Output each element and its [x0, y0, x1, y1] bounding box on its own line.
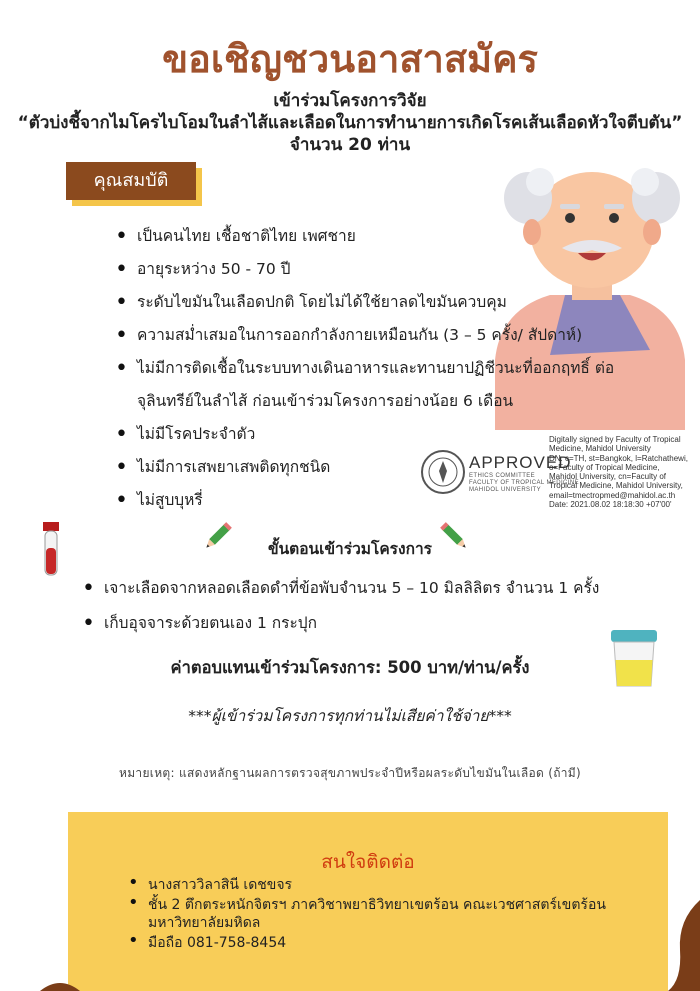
- signature-line: Medicine, Mahidol University: [549, 444, 651, 454]
- approval-line: ETHICS COMMITTEE: [469, 473, 536, 479]
- signature-line: Digitally signed by Faculty of Tropical: [549, 435, 681, 444]
- free-note: ***ผู้เข้าร่วมโครงการทุกท่านไม่เสียค่าใช้จ่าย***: [188, 707, 512, 725]
- payment-text: ค่าตอบแทนเข้าร่วมโครงการ: 500 บาท/ท่าน/ครั้ง: [170, 658, 530, 677]
- page-title: ขอเชิญชวนอาสาสมัคร: [162, 37, 538, 81]
- list-item: • มือถือ 081-758-8454: [128, 934, 608, 952]
- list-item: • ระดับไขมันในเลือดปกติ โดยไม่ได้ใช้ยาลดไขมันควบคุม: [115, 286, 635, 319]
- approval-label: APPROVED: [469, 453, 572, 472]
- signature-line: Mahidol University, cn=Faculty of: [549, 472, 667, 482]
- decorative-shape: [40, 975, 80, 991]
- signature-line: DN: c=TH, st=Bangkok, l=Ratchathewi,: [549, 453, 688, 463]
- list-item: • เจาะเลือดจากหลอดเลือดดำที่ข้อพับจำนวน 5 – 10 มิลลิลิตร จำนวน 1 ครั้ง: [82, 571, 662, 606]
- list-item: • ไม่มีการติดเชื้อในระบบทางเดินอาหารและทานยาปฏิชีวนะที่ออกฤทธิ์ ต่อจุลินทรีย์ในลำไส้ ก่อนเข้าร่วมโครงการอย่างน้อย 6 เดือน: [115, 352, 635, 418]
- remark-text: หมายเหตุ: แสดงหลักฐานผลการตรวจสุขภาพประจำปีหรือผลระดับไขมันในเลือด (ถ้ามี): [119, 766, 581, 780]
- signature-line: Date: 2021.08.02 18:18:30 +07'00': [549, 500, 672, 510]
- signature-line: Tropical Medicine, Mahidol University,: [549, 481, 683, 491]
- subtitle-project-name: “ตัวบ่งชี้จากไมโครไบโอมในลำไส้และเลือดในการทำนายการเกิดโรคเส้นเลือดหัวใจตีบตัน”: [17, 113, 683, 133]
- qualifications-heading: คุณสมบัติ: [66, 162, 196, 200]
- list-item: • ไม่สูบบุหรี่: [115, 484, 635, 517]
- digital-signature: [549, 435, 699, 509]
- list-item: • ไม่มีโรคประจำตัว: [115, 418, 635, 451]
- ethics-seal-icon: [420, 449, 466, 495]
- list-item: • อายุระหว่าง 50 - 70 ปี: [115, 253, 635, 286]
- list-item: • นางสาววิลาสินี เดชขจร: [128, 876, 608, 894]
- list-item: • เป็นคนไทย เชื้อชาติไทย เพศชาย: [115, 220, 635, 253]
- list-item: • ความสม่ำเสมอในการออกกำลังกายเหมือนกัน (3 – 5 ครั้ง/ สัปดาห์): [115, 319, 635, 352]
- signature-line: email=tmectropmed@mahidol.ac.th: [549, 490, 676, 500]
- subtitle-line1: เข้าร่วมโครงการวิจัย: [273, 91, 427, 111]
- steps-list: [82, 571, 662, 641]
- decorative-shape: [668, 900, 700, 991]
- subtitle-count: จำนวน 20 ท่าน: [289, 135, 411, 155]
- list-item: • ไม่มีการเสพยาเสพติดทุกชนิด: [115, 451, 635, 484]
- contact-heading: สนใจติดต่อ: [321, 851, 415, 873]
- approval-line: MAHIDOL UNIVERSITY: [469, 487, 541, 493]
- approval-line: FACULTY OF TROPICAL MEDICINE: [469, 480, 579, 486]
- signature-line: o=Faculty of Tropical Medicine,: [549, 462, 660, 472]
- steps-heading: ขั้นตอนเข้าร่วมโครงการ: [267, 540, 432, 558]
- list-item: • เก็บอุจจาระด้วยตนเอง 1 กระปุก: [82, 606, 662, 641]
- list-item: • ชั้น 2 ตึกตระหนักจิตรฯ ภาควิชาพยาธิวิทยาเขตร้อน คณะเวชศาสตร์เขตร้อน มหาวิทยาลัยมหิดล: [128, 896, 608, 932]
- contact-list: [128, 876, 608, 954]
